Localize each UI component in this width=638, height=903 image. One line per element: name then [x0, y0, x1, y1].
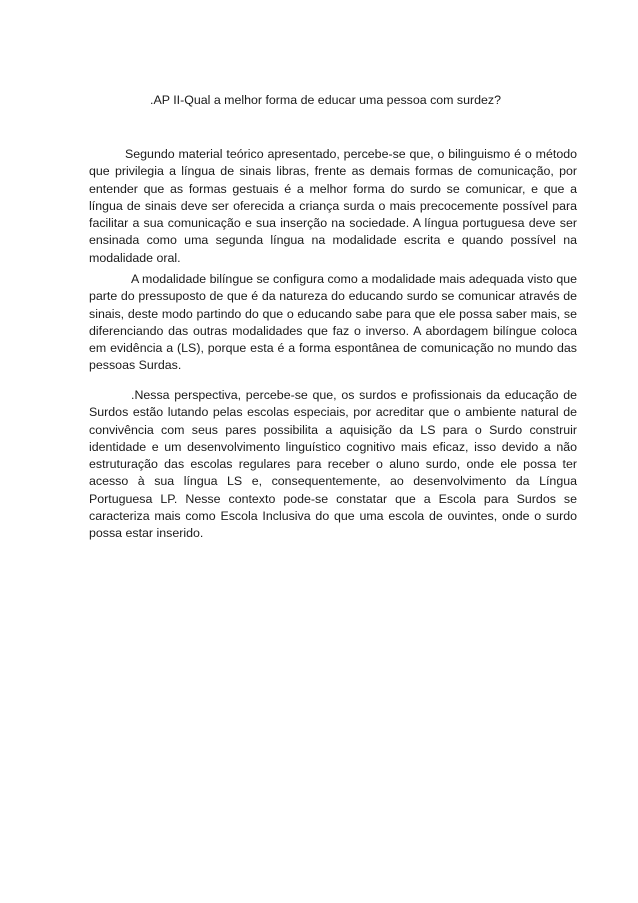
- paragraph-1: Segundo material teórico apresentado, percebe-se que, o bilinguismo é o método que privilegia a língua de sinais libras, frente as demais formas de comunicação, por entender que as formas gestuais é a melhor forma do surdo se comunicar, e que a língua de sinais deve ser oferecida a criança surda o mais precocemente possível para facilitar a sua comunicação e sua inserção na sociedade. A língua portuguesa deve ser ensinada como uma segunda língua na modalidade escrita e quando possível na modalidade oral.: [89, 147, 577, 265]
- document-title: .AP II-Qual a melhor forma de educar uma pessoa com surdez?: [150, 93, 502, 107]
- paragraph-2: A modalidade bilíngue se configura como a modalidade mais adequada visto que parte do pressuposto de que é da natureza do educando surdo se comunicar através de sinais, deste modo partindo do que o educando sabe para que ele possa saber mais, se diferenciando das outras modalidades que faz o inverso. A abordagem bilíngue coloca em evidência a (LS), porque esta é a forma espontânea de comunicação no mundo das pessoas Surdas.: [89, 272, 577, 373]
- paragraph-3: .Nessa perspectiva, percebe-se que, os surdos e profissionais da educação de Surdos estão lutando pelas escolas especiais, por acreditar que o ambiente natural de convivência com seus pares possibilita a aquisição da LS para o Surdo construir identidade e um desenvolvimento linguístico cognitivo mais eficaz, isso devido a não estruturação das escolas regulares para receber o aluno surdo, onde ele possa ter acesso à sua língua LS e, consequentemente, ao desenvolvimento da Língua Portuguesa LP. Nesse contexto pode-se constatar que a Escola para Surdos se caracteriza mais como Escola Inclusiva do que uma escola de ouvintes, onde o surdo possa estar inserido.: [89, 388, 577, 541]
